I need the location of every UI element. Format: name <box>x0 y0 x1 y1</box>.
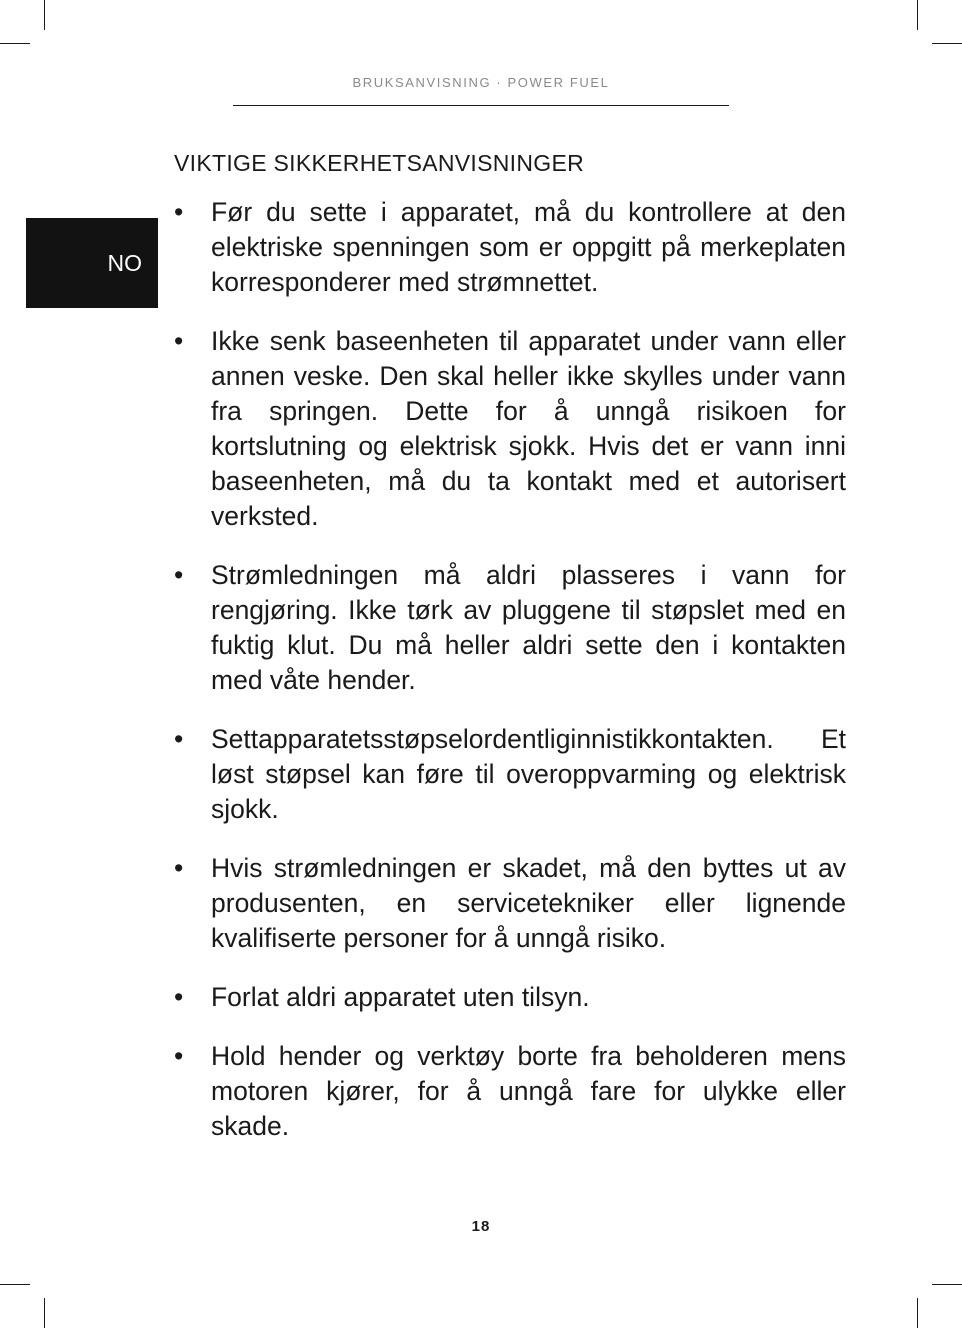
bullet-icon: • <box>174 326 184 356</box>
list-item-text: Strømledningen må aldri plasseres i vann for rengjøring. Ikke tørk av pluggene til støpslet med en fuktig klut. Du må heller aldri sette den i kontakten med våte hender. <box>211 560 846 695</box>
bullet-icon: • <box>174 853 184 883</box>
crop-mark-top-left-v <box>44 0 45 30</box>
list-item <box>174 851 846 956</box>
language-tab <box>26 218 158 308</box>
list-item-text: Ikke senk baseenheten til apparatet under vann eller annen veske. Den skal heller ikke skylles under vann fra springen. Dette for å unngå risikoen for kortslutning og elektrisk sjokk. Hvis det er vann inni baseenheten, må du ta kontakt med et autorisert verksted. <box>211 326 846 531</box>
list-item <box>174 1039 846 1144</box>
crop-mark-bottom-right-v <box>917 1298 918 1328</box>
list-item-text: Forlat aldri apparatet uten tilsyn. <box>211 982 590 1012</box>
bullet-icon: • <box>174 560 184 590</box>
language-tab-label: NO <box>107 249 142 276</box>
crop-mark-top-right-v <box>917 0 918 30</box>
page-number: 18 <box>471 1218 491 1235</box>
crop-mark-top-left-h <box>0 43 30 44</box>
bullet-icon: • <box>174 1041 184 1071</box>
safety-instructions-list <box>174 195 846 1168</box>
list-item-text: Settapparatetsstøpselordentliginnistikkontakten. Et løst støpsel kan føre til overoppvarming og elektrisk sjokk. <box>211 724 846 824</box>
bullet-icon: • <box>174 982 184 1012</box>
crop-mark-bottom-left-h <box>0 1284 30 1285</box>
bullet-icon: • <box>174 197 184 227</box>
crop-mark-bottom-left-v <box>44 1298 45 1328</box>
list-item-text: Hold hender og verktøy borte fra beholderen mens motoren kjører, for å unngå fare for ulykke eller skade. <box>211 1041 846 1141</box>
bullet-icon: • <box>174 724 184 754</box>
list-item <box>174 324 846 534</box>
section-title: VIKTIGE SIKKERHETSANVISNINGER <box>174 150 585 176</box>
list-item <box>174 980 846 1015</box>
list-item <box>174 558 846 698</box>
header-divider <box>233 105 729 106</box>
list-item <box>174 195 846 300</box>
crop-mark-bottom-right-h <box>932 1284 962 1285</box>
list-item <box>174 722 846 827</box>
list-item-text: Hvis strømledningen er skadet, må den byttes ut av produsenten, en servicetekniker eller lignende kvalifiserte personer for å unngå risiko. <box>211 853 846 953</box>
running-header: BRUKSANVISNING · POWER FUEL <box>352 75 610 90</box>
crop-mark-top-right-h <box>932 43 962 44</box>
list-item-text: Før du sette i apparatet, må du kontrollere at den elektriske spenningen som er oppgitt på merkeplaten korresponderer med strømnettet. <box>211 197 846 297</box>
